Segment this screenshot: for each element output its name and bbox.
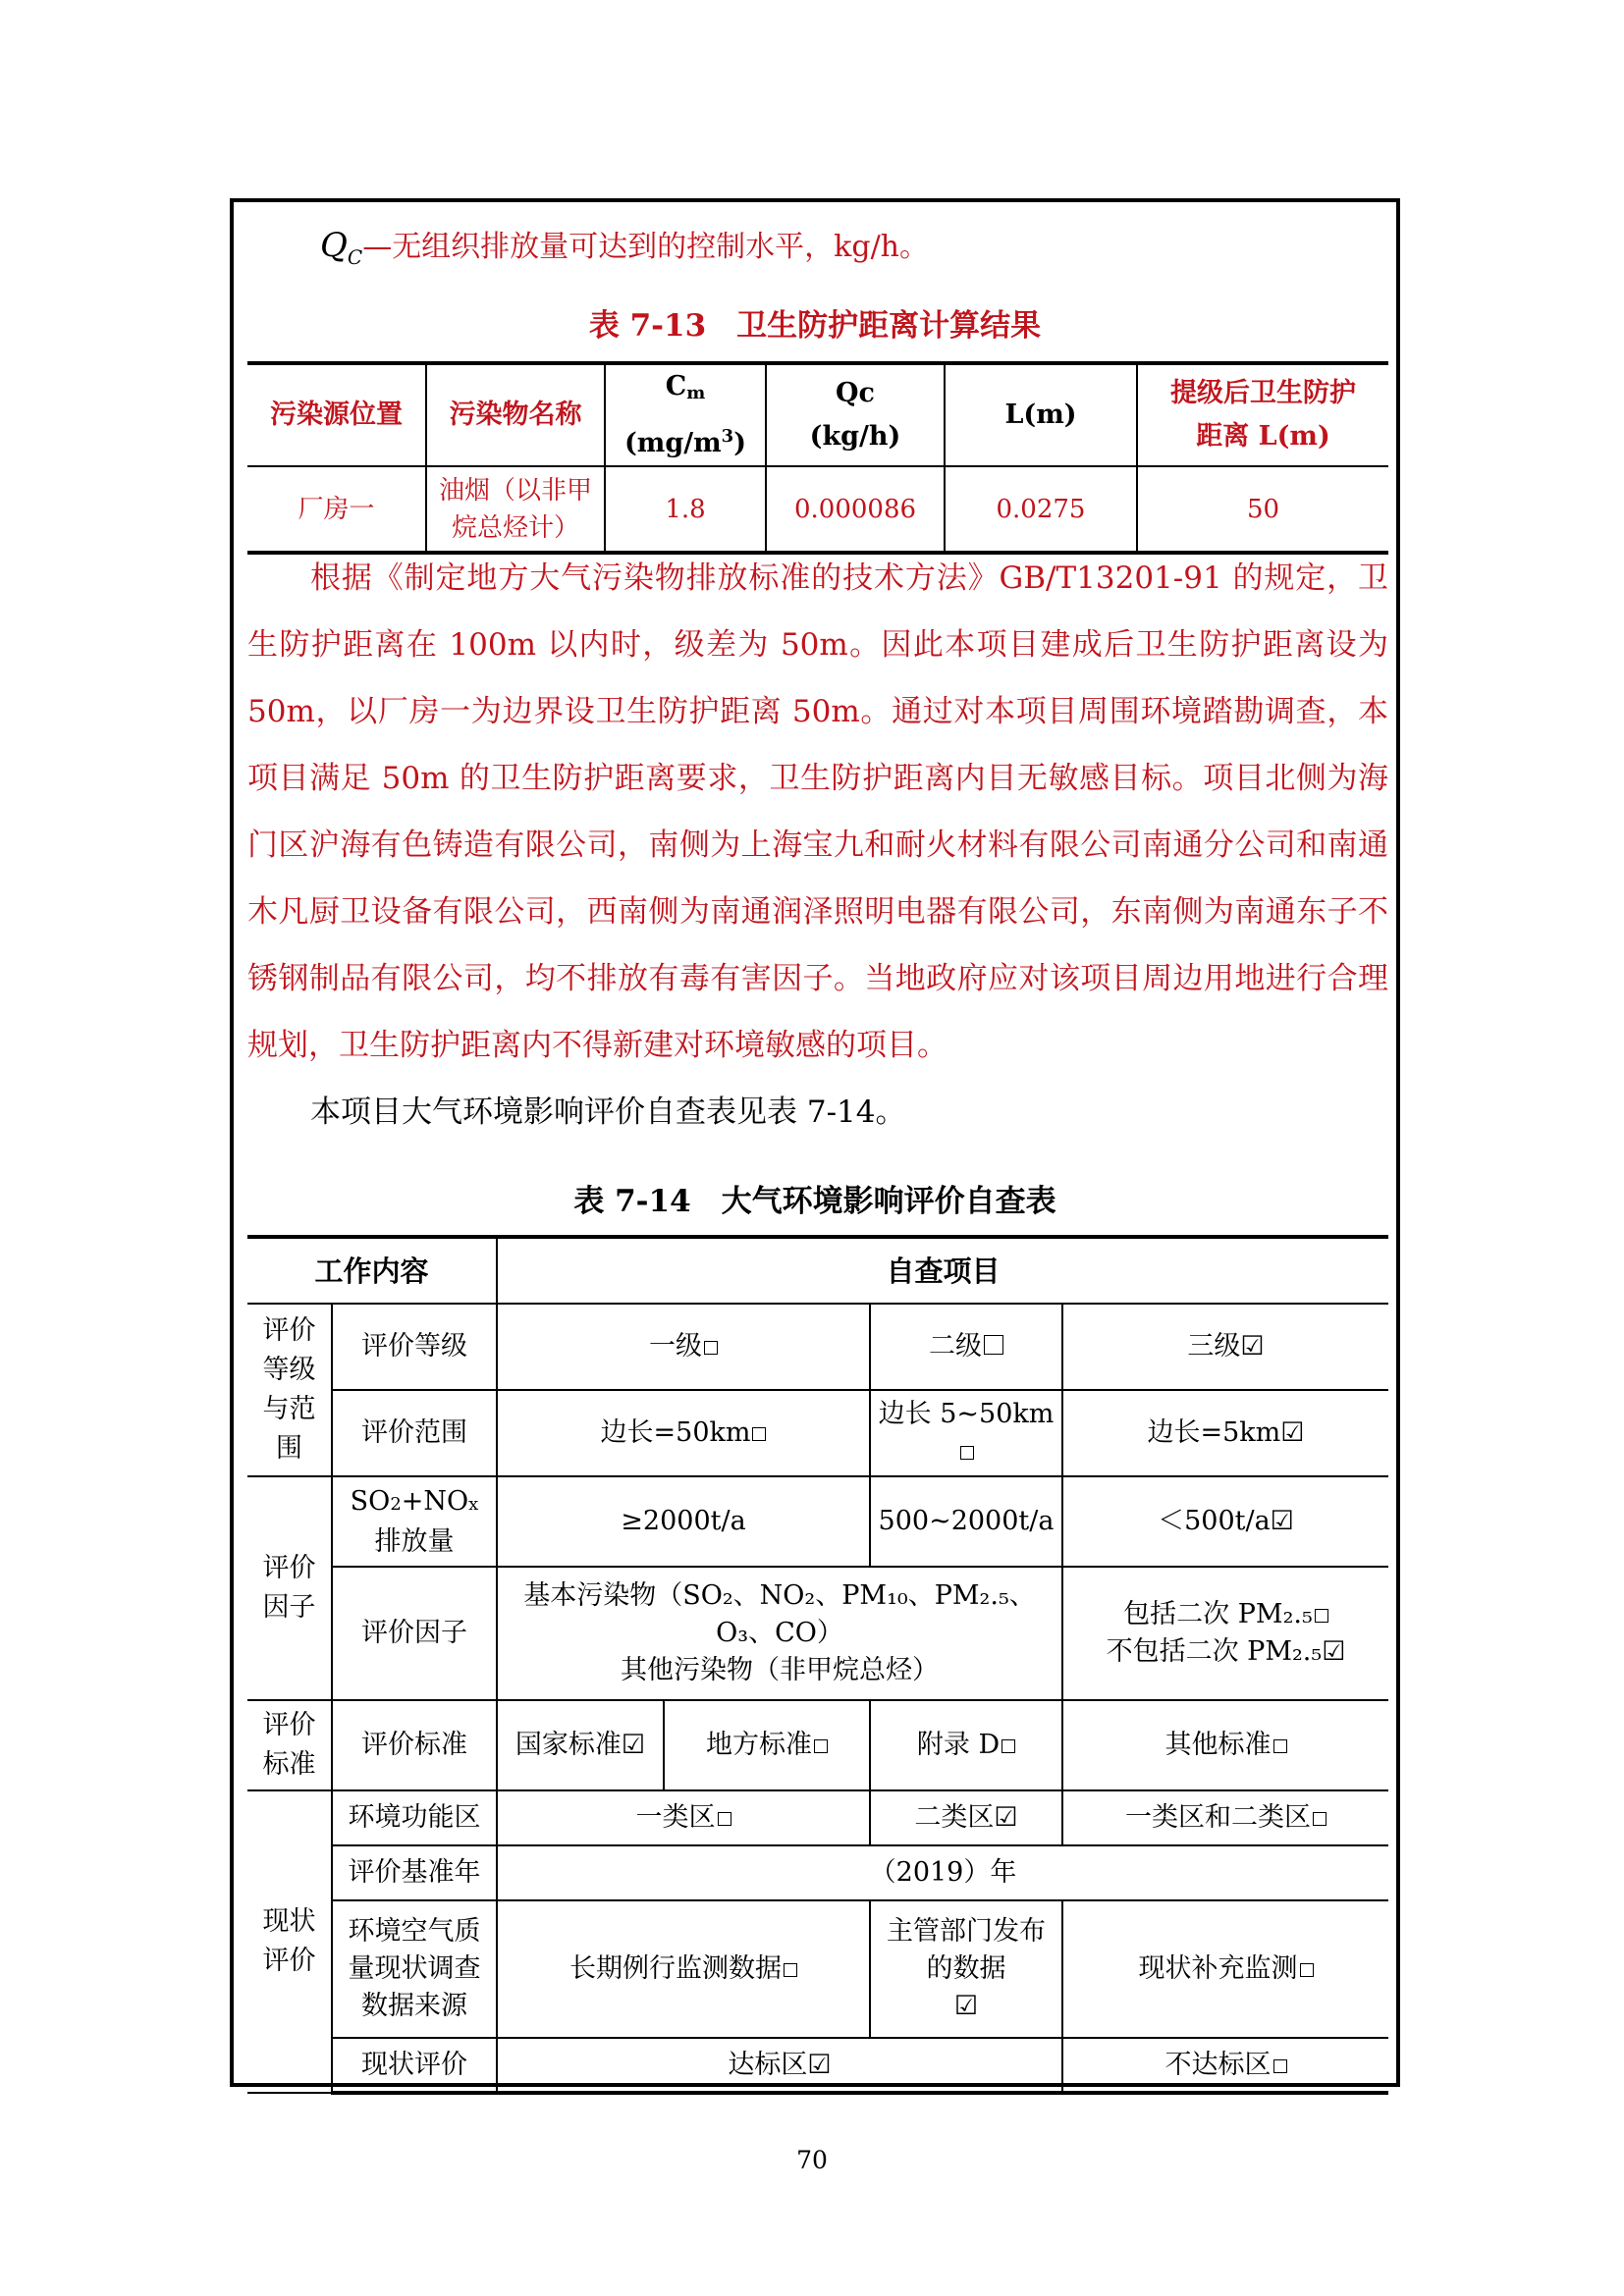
table-7-13-caption: 表 7-13 卫生防护距离计算结果 bbox=[588, 308, 1042, 344]
standard-option-2: 地方标准 bbox=[664, 1700, 870, 1790]
range-option-1: 边长=50km bbox=[497, 1390, 870, 1476]
checkbox-icon bbox=[718, 1812, 731, 1826]
table-header-row bbox=[247, 1237, 1388, 1304]
checkbox-icon bbox=[784, 1963, 797, 1977]
header-qc: Qc (kg/h) bbox=[766, 363, 945, 466]
paragraph-table-reference: 本项目大气环境影响评价自查表见表 7-14。 bbox=[310, 1095, 906, 1130]
checkbox-icon bbox=[1273, 2059, 1287, 2073]
checked-box-icon: ☑ bbox=[953, 1991, 979, 2021]
table-7-13 bbox=[247, 361, 1388, 555]
checkbox-icon bbox=[1313, 1812, 1326, 1826]
category-status: 现状评价 bbox=[247, 1790, 332, 2093]
cell-pollutant: 油烟（以非甲 烷总烃计） bbox=[426, 466, 605, 553]
grade-option-2: 二级 bbox=[870, 1304, 1062, 1390]
status-option-2: 不达标区 bbox=[1062, 2038, 1388, 2093]
checkbox-icon bbox=[704, 1341, 718, 1355]
range-option-3: 边长=5km☑ bbox=[1062, 1390, 1388, 1476]
zone-option-3: 一类区和二类区 bbox=[1062, 1790, 1388, 1845]
table-row bbox=[247, 1567, 1388, 1700]
qc-symbol: $Q_C$ bbox=[320, 226, 363, 269]
paragraph-1-text: 根据《制定地方大气污染物排放标准的技术方法》GB/T13201-91 的规定，卫生防护距离在 100m 以内时，级差为 50m。因此本项目建成后卫生防护距离设为 50m，以厂房一为边界设卫生防护距离 50m。通过对本项目周围环境踏勘调查，本项目满足 50m 的卫生防护距离要求，卫生防护距离内目无敏感目标。项目北侧为海门区沪海有色铸造有限公司，南侧为上海宝九和耐火材料有限公司南通分公司和南通木凡厨卫设备有限公司，西南侧为南通润泽照明电器有限公司，东南侧为南通东子不锈钢制品有限公司，均不排放有毒有害因子。当地政府应对该项目周边用地进行合理规划，卫生防护距离内不得新建对环境敏感的项目。 bbox=[247, 561, 1388, 1063]
category-standard: 评价标准 bbox=[247, 1700, 332, 1790]
emission-option-3: ＜500t/a☑ bbox=[1062, 1476, 1388, 1567]
zone-option-1: 一类区 bbox=[497, 1790, 870, 1845]
header-work-content: 工作内容 bbox=[247, 1237, 497, 1304]
source-label: 环境空气质量现状调查数据来源 bbox=[332, 1900, 497, 2038]
year-value: （2019）年 bbox=[497, 1845, 1388, 1900]
header-cm: $C_m$ $(mg/m^3)$ bbox=[605, 363, 766, 466]
cell-distance: 50 bbox=[1137, 466, 1388, 553]
standard-option-1: 国家标准☑ bbox=[497, 1700, 664, 1790]
checkbox-icon bbox=[1315, 1609, 1328, 1623]
grade-option-1: 一级 bbox=[497, 1304, 870, 1390]
table-row bbox=[247, 1390, 1388, 1476]
table-7-14-caption: 表 7-14 大气环境影响评价自查表 bbox=[573, 1184, 1056, 1219]
status-label: 现状评价 bbox=[332, 2038, 497, 2093]
source-option-1: 长期例行监测数据 bbox=[497, 1900, 870, 2038]
checkbox-icon bbox=[1001, 1739, 1015, 1753]
table-row bbox=[247, 1700, 1388, 1790]
table-row bbox=[247, 1304, 1388, 1390]
source-option-2: 主管部门发布的数据 ☑ bbox=[870, 1900, 1062, 2038]
checkbox-icon bbox=[960, 1446, 974, 1460]
table-row bbox=[247, 1790, 1388, 1845]
factor-other: 其他污染物（非甲烷总烃） bbox=[621, 1655, 939, 1685]
header-distance: 提级后卫生防护 距离 L(m) bbox=[1137, 363, 1388, 466]
range-option-2: 边长 5~50km bbox=[870, 1390, 1062, 1476]
table-row bbox=[247, 466, 1388, 553]
cell-cm: 1.8 bbox=[605, 466, 766, 553]
cell-qc: 0.000086 bbox=[766, 466, 945, 553]
checkbox-icon bbox=[814, 1739, 828, 1753]
standard-option-4: 其他标准 bbox=[1062, 1700, 1388, 1790]
table-row bbox=[247, 2038, 1388, 2093]
source-option-3: 现状补充监测 bbox=[1062, 1900, 1388, 2038]
checkbox-icon bbox=[752, 1427, 766, 1441]
checkbox-icon bbox=[1273, 1739, 1287, 1753]
qc-definition-text: —无组织排放量可达到的控制水平，kg/h。 bbox=[362, 230, 929, 264]
category-factor: 评价因子 bbox=[247, 1476, 332, 1700]
factor-basic: 基本污染物（SO₂、NO₂、PM₁₀、PM₂.₅、O₃、CO） bbox=[523, 1580, 1036, 1648]
factor-exclude: 不包括二次 PM₂.₅☑ bbox=[1106, 1636, 1346, 1667]
checkbox-icon bbox=[984, 1335, 1003, 1355]
table-7-13-header-row bbox=[247, 363, 1388, 466]
emission-option-1: ≥2000t/a bbox=[497, 1476, 870, 1567]
status-option-1: 达标区☑ bbox=[497, 2038, 1062, 2093]
table-row bbox=[247, 1900, 1388, 2038]
factor-label: 评价因子 bbox=[332, 1567, 497, 1700]
qc-definition bbox=[320, 222, 929, 269]
cell-l: 0.0275 bbox=[945, 466, 1137, 553]
header-l: L(m) bbox=[945, 363, 1137, 466]
grade-option-3: 三级☑ bbox=[1062, 1304, 1388, 1390]
factor-include: 包括二次 PM₂.₅ bbox=[1067, 1596, 1384, 1633]
table-7-14 bbox=[247, 1235, 1388, 2095]
emission-label: SO2+NOx 排放量 bbox=[332, 1476, 497, 1567]
factor-secondary bbox=[1062, 1567, 1388, 1700]
category-grade-range: 评价等级与范围 bbox=[247, 1304, 332, 1476]
factor-pollutants bbox=[497, 1567, 1062, 1700]
checkbox-icon bbox=[1300, 1963, 1314, 1977]
cell-location: 厂房一 bbox=[247, 466, 426, 553]
range-label: 评价范围 bbox=[332, 1390, 497, 1476]
year-label: 评价基准年 bbox=[332, 1845, 497, 1900]
content-frame bbox=[230, 198, 1400, 2087]
standard-option-3: 附录 D bbox=[870, 1700, 1062, 1790]
table-row bbox=[247, 1476, 1388, 1567]
header-location: 污染源位置 bbox=[247, 363, 426, 466]
header-pollutant: 污染物名称 bbox=[426, 363, 605, 466]
zone-option-2: 二类区☑ bbox=[870, 1790, 1062, 1845]
table-row bbox=[247, 1845, 1388, 1900]
header-check-items: 自查项目 bbox=[497, 1237, 1388, 1304]
grade-label: 评价等级 bbox=[332, 1304, 497, 1390]
zone-label: 环境功能区 bbox=[332, 1790, 497, 1845]
standard-label: 评价标准 bbox=[332, 1700, 497, 1790]
page-number: 70 bbox=[796, 2146, 828, 2174]
paragraph-protection-distance bbox=[247, 545, 1388, 1079]
emission-option-2: 500~2000t/a bbox=[870, 1476, 1062, 1567]
